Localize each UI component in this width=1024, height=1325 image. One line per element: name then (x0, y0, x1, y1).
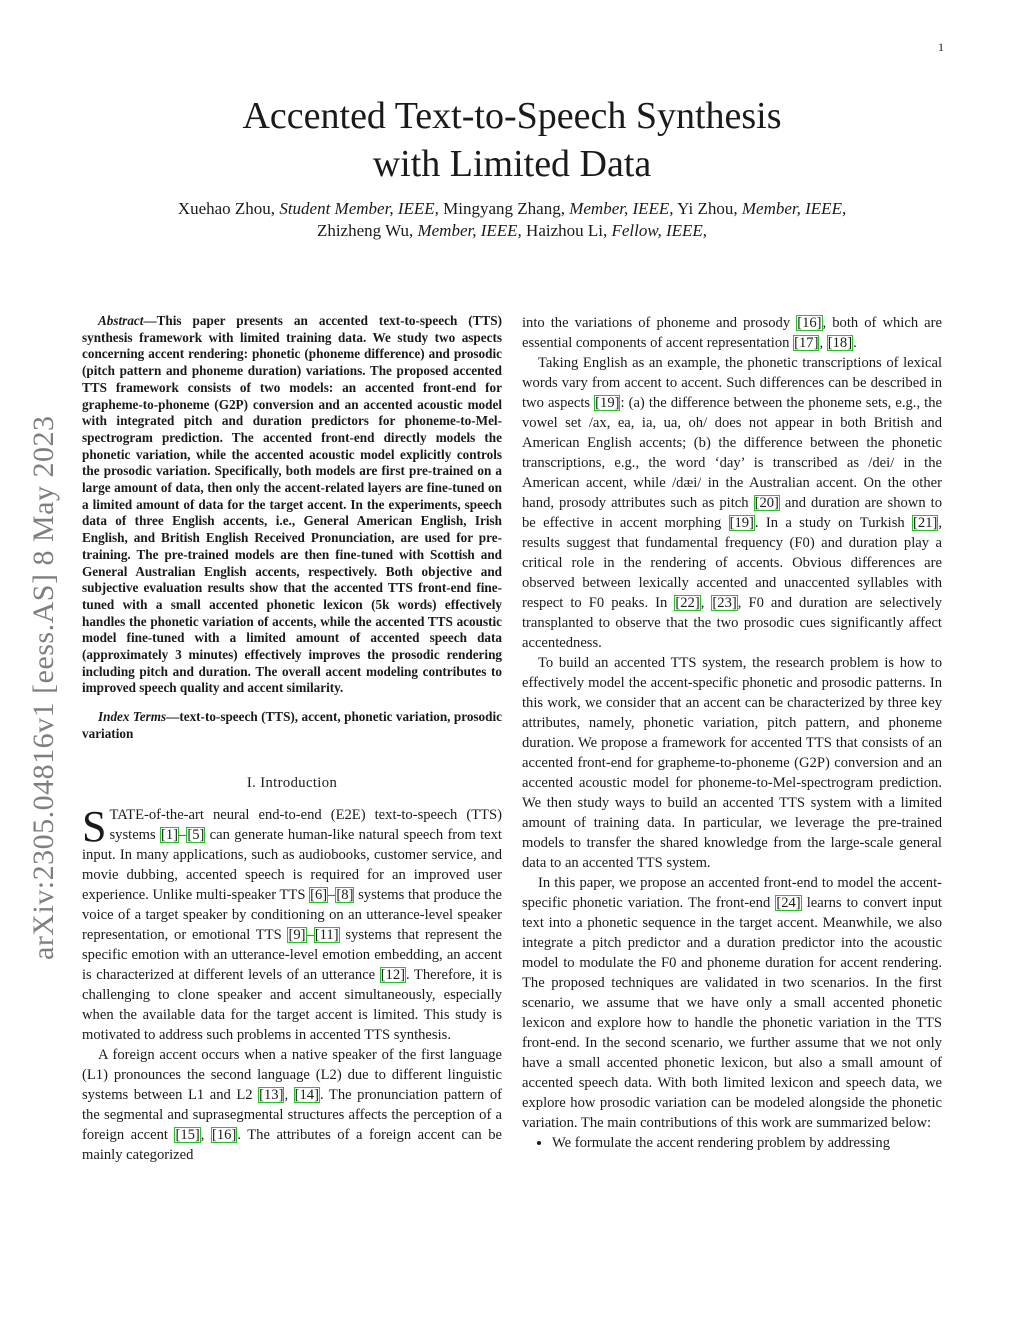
citation-link[interactable]: [19] (595, 395, 620, 411)
citation-link[interactable]: [23] (712, 595, 737, 611)
abstract-label: Abstract (98, 313, 144, 328)
citation-link[interactable]: [1] (161, 826, 179, 843)
citation-link[interactable]: [8] (336, 886, 354, 903)
title-line-2: with Limited Data (372, 143, 652, 185)
body-paragraph: Taking English as an example, the phonetic transcriptions of lexical words vary from accent to accent. Such differences can be described in two aspects [19]: (a) the difference between the phoneme sets, e.g., the vowel set /ax, ea, ia, ua, oh/ does not appear in both British and American English accents; (b) the difference between the phonetic transcriptions, e.g., the word ‘day’ is transcribed as /dei/ in the American accent, while /dæi/ in the Australian accent. On the other hand, prosody attributes such as pitch [20] and duration are shown to be effective in accent morphing [19]. In a study on Turkish [21], results suggest that fundamental frequency (F0) and duration play a critical role in the rendering of accents. Obvious differences are observed between lexically accented and unaccented syllables with respect to F0 peaks. In [22], [23], F0 and duration are selectively transplanted to observe that the two prosodic cues significantly affect accentedness. (522, 355, 943, 651)
body-paragraph: To build an accented TTS system, the research problem is how to effectively model the accent-specific phonetic and prosodic patterns. In this work, we consider that an accent can be characterized by three key attributes, namely, phonetic variation, pitch pattern, and phoneme duration. We propose a framework for accented TTS that consists of an accented front-end for grapheme-to-phoneme (G2P) conversion and an accented acoustic model for phoneme-to-Mel-spectrogram prediction. We then study ways to build an accented TTS system with a limited amount of training data. In particular, we leverage the pre-trained models to transfer the shared knowledge from the large-scale general data to an accented TTS system. (522, 655, 942, 871)
index-terms-label: Index Terms (98, 709, 167, 725)
author-name: Xuehao Zhou, (177, 199, 276, 218)
citation-link[interactable]: [18] (827, 335, 853, 351)
right-column (522, 313, 942, 1153)
index-terms-text: text-to-speech (TTS), accent, phonetic variation, prosodic variation (82, 709, 502, 741)
author-role: Member, IEEE, (741, 199, 847, 218)
author-name: Haizhou Li, (526, 221, 608, 240)
arxiv-identifier[interactable]: arXiv:2305.04816v1 [eess.AS] 8 May 2023 (27, 415, 60, 960)
citation-link[interactable]: [16] (211, 1126, 237, 1143)
citation-link[interactable]: [22] (675, 595, 700, 611)
citation-link[interactable]: [14] (294, 1086, 319, 1103)
title-line-1: Accented Text-to-Speech Synthesis (242, 95, 782, 137)
citation-link[interactable]: [20] (754, 495, 779, 511)
author-role: Member, IEEE, (569, 199, 674, 218)
body-paragraph: In this paper, we propose an accented front-end to model the accent-specific phonetic variation. The front-end [24] learns to convert input text into a phonetic sequence in the target accent. Meanwhile, we also integrate a pitch predictor and a duration predictor into the acoustic model to modulate the F0 and phoneme duration for accent rendering. The proposed techniques are validated in two scenarios. In the first scenario, we assume that we have only a small accented phonetic lexicon and explore how to handle the phonetic variation in the TTS front-end. In the second scenario, we further assume that we not only have a small accented phonetic lexicon, but also a small amount of accented speech data. With both limited lexicon and speech data, we explore how prosodic variation can be modeled alongside the phonetic variation. The main contributions of this work are summarized below: (522, 875, 942, 1131)
body-paragraph: into the variations of phoneme and prosody [16], both of which are essential components of accent representation [17], [18]. (522, 315, 942, 351)
abstract: Abstract—This paper presents an accented text-to-speech (TTS) synthesis framework with limited training data. We study two aspects concerning accent rendering: phonetic (phoneme difference) and prosodic (pitch pattern and phoneme duration) variations. The proposed accented TTS framework consists of two models: an accented front-end for grapheme-to-phoneme (G2P) conversion and an accented acoustic model with integrated pitch and duration predictors for phoneme-to-Mel-spectrogram prediction. The accented front-end directly models the phonetic variation, while the accented acoustic model explicitly controls the prosodic variation. Specifically, both models are first pre-trained on a large amount of data, then only the accent-related layers are fine-tuned on a limited amount of data for the target accent. In the experiments, speech data of three English accents, i.e., General American English, Irish English, and British English Received Pronunciation, are used for pre-training. The pre-trained models are then fine-tuned with Scottish and General Australian English accents, respectively. Both objective and subjective evaluation results show that the accented TTS front-end fine-tuned with a small accented phonetic lexicon (5k words) effectively handles the phonetic variation of accents, while the accented TTS acoustic model fine-tuned with a limited amount of accented speech data (approximately 3 minutes) effectively improves the prosodic rendering including pitch and duration. The overall accent modeling contributes to improved speech quality and accent similarity. (82, 313, 502, 696)
author-role: Member, IEEE, (417, 221, 522, 240)
citation-link[interactable]: [24] (776, 895, 801, 911)
citation-link[interactable]: [9] (288, 926, 306, 943)
author-role: Fellow, IEEE, (611, 221, 708, 240)
citation-link[interactable]: [6] (310, 886, 328, 903)
author-list (0, 198, 1024, 242)
contribution-list (522, 1133, 942, 1153)
author-name: Mingyang Zhang, (443, 199, 565, 218)
section-heading: I. Introduction (246, 774, 338, 791)
citation-link[interactable]: [19] (729, 515, 754, 531)
page-number: 1 (938, 40, 944, 54)
citation-link[interactable]: [17] (794, 335, 819, 351)
abstract-text: This paper presents an accented text-to-speech (TTS) synthesis framework with limited training data. We study two aspects concerning accent rendering: phonetic (phoneme difference) and prosodic (pitch pattern and phoneme duration) variations. The proposed accented TTS framework consists of two models: an accented front-end for grapheme-to-phoneme (G2P) conversion and an accented acoustic model with integrated pitch and duration predictors for phoneme-to-Mel-spectrogram prediction. The accented front-end directly models the phonetic variation, while the accented acoustic model explicitly controls the prosodic variation. Specifically, both models are first pre-trained on a large amount of data, then only the accent-related layers are fine-tuned on a limited amount of data for the target accent. In the experiments, speech data of three English accents, i.e., General American English, Irish English, and British English Received Pronunciation, are used for pre-training. The pre-trained models are then fine-tuned with Scottish and General Australian English accents, respectively. Both objective and subjective evaluation results show that the accented TTS front-end fine-tuned with a small accented phonetic lexicon (5k words) effectively handles the phonetic variation of accents, while the accented TTS acoustic model fine-tuned with a limited amount of accented speech data (approximately 3 minutes) effectively improves the prosodic rendering including pitch and duration. The overall accent modeling contributes to improved speech quality and accent similarity. (82, 313, 502, 696)
index-terms: Index Terms—text-to-speech (TTS), accent, phonetic variation, prosodic variation (82, 709, 502, 741)
citation-link[interactable]: [5] (187, 826, 205, 843)
left-column (82, 313, 502, 1165)
intro-paragraph: A foreign accent occurs when a native speaker of the first language (L1) pronounces the second language (L2) due to different linguistic systems between L1 and L2 [13], [14]. The pronunciation pattern of the segmental and suprasegmental structures affects the perception of a foreign accent [15], [16]. The attributes of a foreign accent can be mainly categorized (82, 1046, 502, 1163)
author-name: Zhizheng Wu, (316, 221, 414, 240)
citation-link[interactable]: [13] (259, 1086, 284, 1103)
citation-link[interactable]: [16] (797, 315, 822, 331)
citation-link[interactable]: [11] (314, 926, 339, 943)
paper-title (0, 92, 1024, 188)
citation-link[interactable]: [12] (380, 966, 406, 983)
author-name: Yi Zhou, (677, 199, 738, 218)
citation-link[interactable]: [15] (175, 1126, 200, 1143)
intro-paragraph: STATE-of-the-art neural end-to-end (E2E) text-to-speech (TTS) systems [1]–[5] can generate human-like natural speech from text input. In many applications, such as audiobooks, customer service, and movie dubbing, accented speech is required for an improved user experience. Unlike multi-speaker TTS [6]–[8] systems that produce the voice of a target speaker by conditioning on an utterance-level speaker representation, or emotional TTS [9]–[11] systems that represent the specific emotion with an utterance-level emotion embedding, an accent is characterized at different levels of an utterance [12]. Therefore, it is challenging to clone speaker and accent simultaneously, especially when the available data for the target accent is limited. This study is motivated to address such problems in accented TTS synthesis. (82, 801, 502, 1043)
author-role: Student Member, IEEE, (279, 199, 439, 218)
citation-link[interactable]: [21] (913, 515, 938, 531)
drop-cap: S (82, 801, 107, 851)
list-item: • We formulate the accent rendering problem by addressing (552, 1133, 942, 1153)
